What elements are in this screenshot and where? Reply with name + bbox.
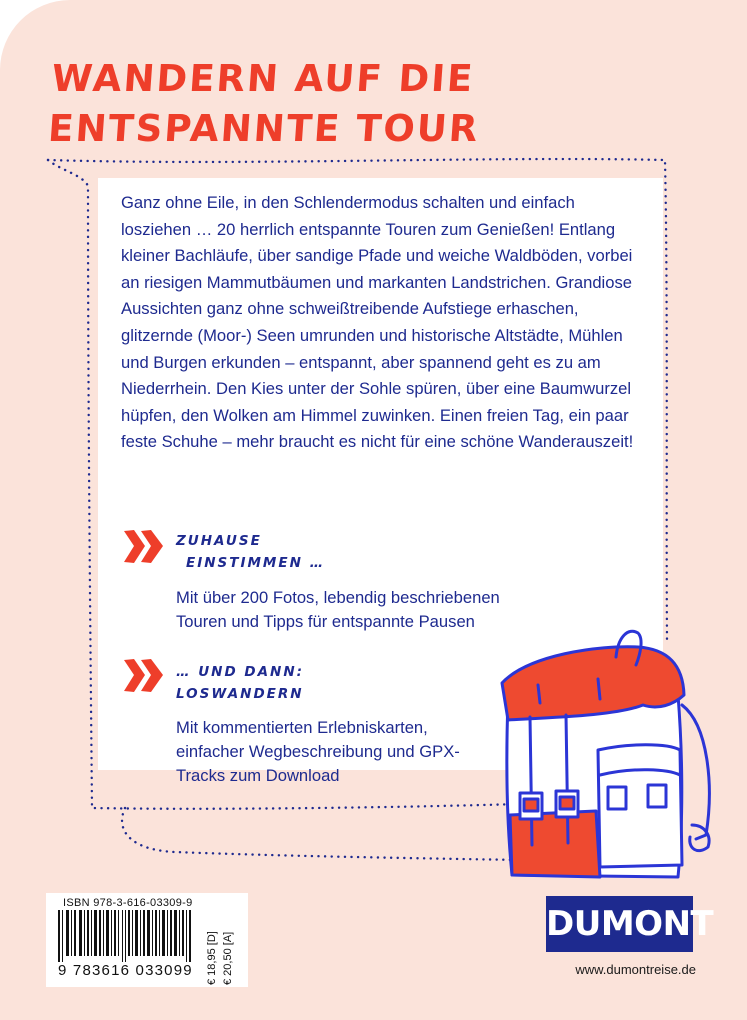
section-text-hiking: Mit kommentierten Erlebniskarten, einfacher Wegbeschreibung und GPX-Tracks zum Download [176,718,460,785]
cover-title-line-1: WANDERN AUF DIE [50,57,476,100]
section-heading-home-line-1: ZUHAUSE [176,533,262,549]
price-germany: € 18,95 [D] [206,931,218,985]
isbn-number: ISBN 978-3-616-03309-9 [63,897,193,909]
price-austria: € 20,50 [A] [222,931,234,985]
barcode-graphic [58,910,200,962]
cover-title-line-2: ENTSPANNTE TOUR [46,107,481,150]
section-heading-hiking-line-2: LOSWANDERN [176,686,304,702]
section-heading-home [176,530,325,574]
section-heading-hiking-line-1: … UND DANN: [176,664,305,680]
barcode-digits: 9 783616 033099 [58,962,193,979]
publisher-website: www.dumontreise.de [575,962,696,977]
section-text-home: Mit über 200 Fotos, lebendig beschriebenen Touren und Tipps für entspannte Pausen [176,588,500,631]
backpack-illustration [468,625,730,885]
intro-paragraph: Ganz ohne Eile, in den Schlendermodus schalten und einfach losziehen … 20 herrlich entspannte Touren zum Genießen! Entlang kleiner Bachläufe, über sandige Pfade und weiche Waldböden, vorbei an riesigen Mammutbäumen und markanten Landstrichen. Grandiose Aussichten ganz ohne schweißtreibende Aufstiege erhaschen, glitzernde (Moor-) Seen umrunden und historische Altstädte, Mühlen und Burgen erkunden – entspannt, aber spannend geht es zu am Niederrhein. Den Kies unter der Sohle spüren, über eine Baumwurzel hüpfen, den Wolken am Himmel zuwinken. Einen freien Tag, ein paar feste Schuhe – mehr braucht es nicht für eine schöne Wanderauszeit! [121,193,634,452]
double-chevron-right-icon [122,528,166,566]
section-heading-hiking [176,661,304,705]
double-chevron-right-icon [122,657,166,695]
dumont-logo: DUMONT [546,896,693,952]
section-heading-home-line-2: EINSTIMMEN … [186,555,326,571]
